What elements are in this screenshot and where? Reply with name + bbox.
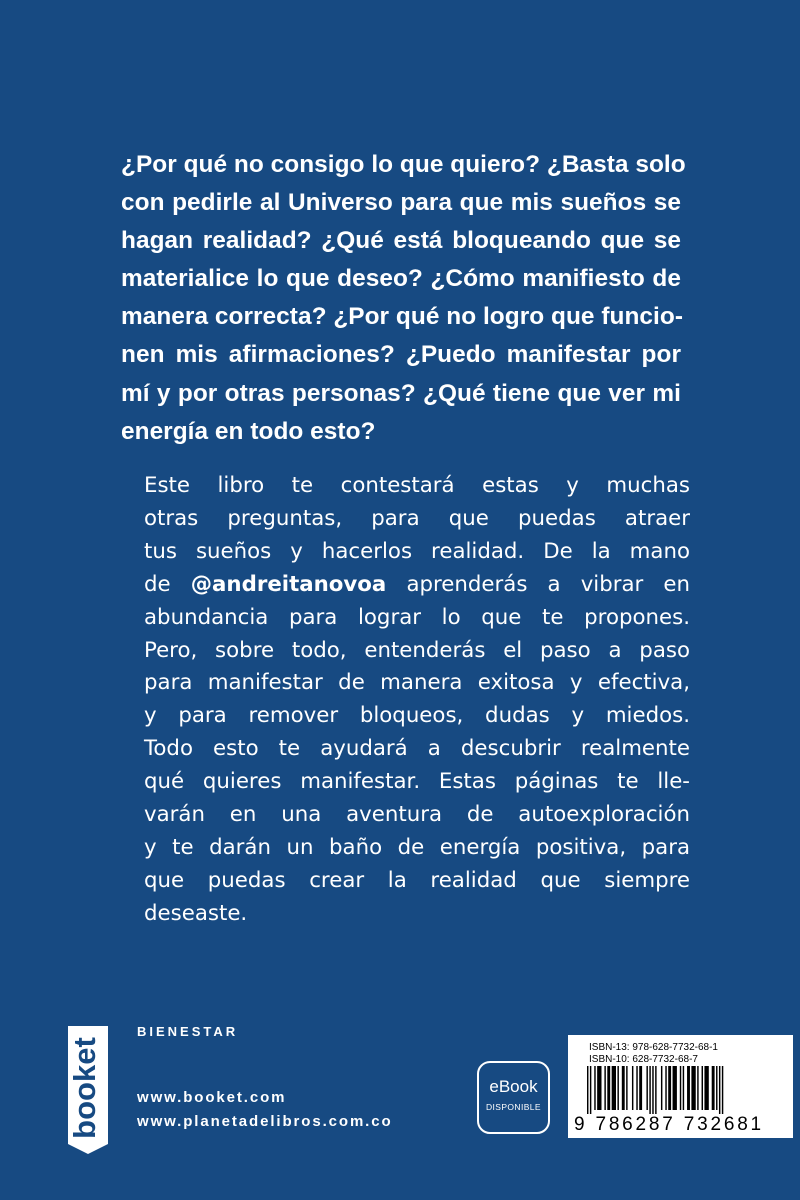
barcode-bar <box>704 1066 708 1110</box>
ebook-badge <box>477 1061 550 1134</box>
question-line: materialice lo que deseo? ¿Cómo manifiesto de <box>121 265 681 293</box>
handle-prefix: de <box>144 571 171 597</box>
booket-logo <box>66 1024 110 1154</box>
booket-link[interactable]: www.booket.com <box>137 1089 287 1106</box>
description-line-rest: aprenderás a vibrar en <box>406 571 691 597</box>
description-line: abundancia para lograr lo que te propones. <box>144 604 690 630</box>
barcode-bar <box>680 1066 681 1110</box>
question-line: energía en todo esto? <box>121 417 376 445</box>
barcode-bar <box>683 1066 684 1110</box>
back-cover-questions <box>121 146 686 451</box>
question-line: con pedirle al Universo para que mis sueños se <box>121 189 681 217</box>
description-line: Pero, sobre todo, entenderás el paso a paso <box>144 637 690 663</box>
description-line: y te darán un baño de energía positiva, para <box>144 834 690 860</box>
question-line: ¿Por qué no consigo lo que quiero? ¿Basta solo <box>121 151 686 178</box>
question-line: hagan realidad? ¿Qué está bloqueando que se <box>121 227 681 255</box>
book-description <box>144 470 690 931</box>
description-line: que puedas crear la realidad que siempre <box>144 867 690 893</box>
ebook-label: eBook <box>489 1077 538 1096</box>
barcode-bar <box>639 1066 642 1110</box>
barcode-bar <box>702 1066 703 1110</box>
barcode-bar <box>649 1066 650 1114</box>
barcode-bar <box>665 1066 666 1110</box>
barcode-bar <box>612 1066 616 1110</box>
barcode-bar <box>668 1066 671 1110</box>
description-line: deseaste. <box>144 900 248 926</box>
question-line: mí y por otras personas? ¿Qué tiene que ver mi <box>121 379 681 407</box>
barcode-bar <box>691 1066 695 1110</box>
barcode-bar <box>636 1066 637 1110</box>
isbn10: ISBN-10: 628-7732-68-7 <box>589 1054 698 1065</box>
barcode-bar <box>697 1066 698 1110</box>
barcode-bar <box>604 1066 605 1110</box>
barcode-bar <box>716 1066 717 1110</box>
ebook-available-label: DISPONIBLE <box>485 1102 542 1112</box>
description-line: y para remover bloqueos, dudas y miedos. <box>144 703 690 729</box>
barcode-icon <box>587 1066 777 1114</box>
barcode-bar <box>712 1066 715 1110</box>
description-line: qué quieres manifestar. Estas páginas te lle- <box>144 769 690 795</box>
website-links <box>137 1086 393 1134</box>
barcode-bar <box>646 1066 647 1110</box>
booket-logo-text: booket <box>67 1037 102 1139</box>
barcode-panel <box>568 1035 793 1138</box>
barcode-digits: 9 786287 732681 <box>574 1114 764 1135</box>
description-line <box>144 569 690 602</box>
barcode-bar <box>607 1066 610 1110</box>
barcode-bar <box>617 1066 618 1110</box>
barcode-bar <box>722 1066 723 1114</box>
barcode-bar <box>687 1066 690 1110</box>
description-line: varán en una aventura de autoexploración <box>144 802 690 828</box>
description-line: Este libro te contestará estas y muchas <box>144 473 690 498</box>
barcode-bar <box>597 1066 601 1110</box>
description-line: Todo esto te ayudará a descubrir realmente <box>144 736 690 762</box>
description-line: tus sueños y hacerlos realidad. De la mano <box>144 538 690 564</box>
barcode-bar <box>652 1066 653 1114</box>
isbn13: ISBN-13: 978-628-7732-68-1 <box>589 1042 718 1053</box>
barcode-bar <box>587 1066 588 1114</box>
barcode-bar <box>719 1066 720 1114</box>
question-line: nen mis afirmaciones? ¿Puedo manifestar por <box>121 341 681 369</box>
question-line: manera correcta? ¿Por qué no logro que funcio- <box>121 303 683 331</box>
barcode-bar <box>655 1066 656 1114</box>
barcode-bar <box>661 1066 662 1110</box>
barcode-bar <box>590 1066 591 1114</box>
barcode-bar <box>632 1066 633 1110</box>
planeta-link[interactable]: www.planetadelibros.com.co <box>137 1113 393 1130</box>
author-handle: @andreitanovoa <box>190 571 387 597</box>
barcode-bar <box>626 1066 627 1110</box>
category-label: BIENESTAR <box>137 1024 239 1039</box>
description-line: otras preguntas, para que puedas atraer <box>144 505 690 531</box>
barcode-bar <box>594 1066 595 1110</box>
barcode-bar <box>622 1066 625 1110</box>
description-line: para manifestar de manera exitosa y efectiva, <box>144 670 690 696</box>
barcode-bar <box>673 1066 677 1110</box>
